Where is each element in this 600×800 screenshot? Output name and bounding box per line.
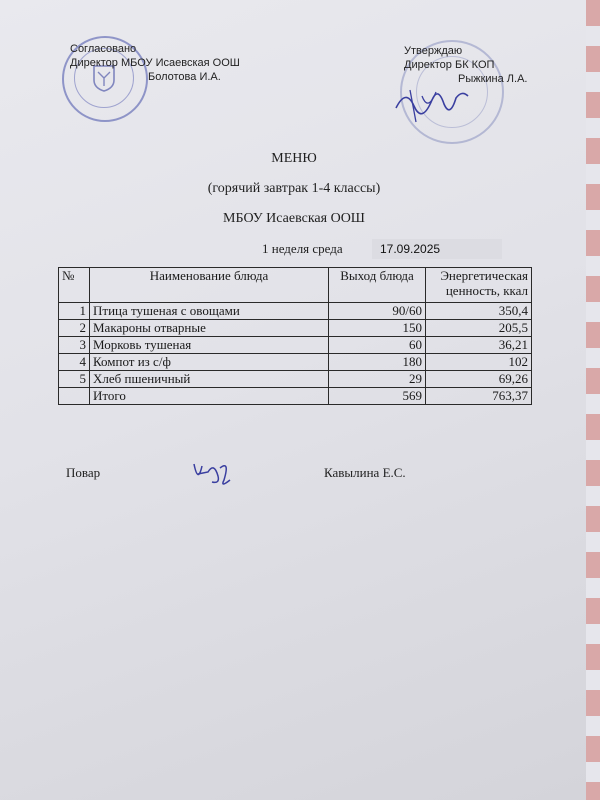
row-energy: 350,4 (426, 303, 532, 320)
director-signature-icon (392, 78, 472, 128)
table-row (59, 320, 532, 337)
col-header-output: Выход блюда (329, 268, 426, 303)
row-output: 90/60 (329, 303, 426, 320)
row-energy: 69,26 (426, 371, 532, 388)
menu-date: 17.09.2025 (372, 239, 502, 259)
row-energy: 36,21 (426, 337, 532, 354)
row-output: 150 (329, 320, 426, 337)
row-number: 5 (59, 371, 90, 388)
table-row (59, 337, 532, 354)
table-row (59, 354, 532, 371)
row-dish-name: Хлеб пшеничный (90, 371, 329, 388)
row-number: 4 (59, 354, 90, 371)
row-energy: 205,5 (426, 320, 532, 337)
table-row (59, 371, 532, 388)
cook-signature-icon (190, 458, 236, 488)
approval-left-title: Согласовано (70, 43, 137, 55)
row-dish-name: Макароны отварные (90, 320, 329, 337)
total-number (59, 388, 90, 405)
row-dish-name: Морковь тушеная (90, 337, 329, 354)
row-number: 3 (59, 337, 90, 354)
row-number: 2 (59, 320, 90, 337)
total-label: Итого (90, 388, 329, 405)
menu-subtitle: (горячий завтрак 1-4 классы) (207, 181, 381, 196)
table-total-row (59, 388, 532, 405)
row-output: 60 (329, 337, 426, 354)
row-dish-name: Компот из с/ф (90, 354, 329, 371)
table-header-row (59, 268, 532, 303)
row-output: 29 (329, 371, 426, 388)
col-header-energy: Энергетическая ценность, ккал (426, 268, 532, 303)
cook-name: Кавылина Е.С. (324, 465, 406, 480)
row-number: 1 (59, 303, 90, 320)
approval-right-position: Директор БК КОП (404, 59, 495, 71)
menu-title: МЕНЮ (271, 151, 317, 166)
total-output: 569 (329, 388, 426, 405)
total-energy: 763,37 (426, 388, 532, 405)
row-dish-name: Птица тушеная с овощами (90, 303, 329, 320)
approval-right-name: Рыжкина Л.А. (458, 73, 528, 85)
approval-left-name: Болотова И.А. (148, 71, 221, 83)
col-header-number: № (59, 268, 90, 303)
col-header-dish: Наименование блюда (90, 268, 329, 303)
menu-table (58, 267, 532, 405)
approval-right-title: Утверждаю (404, 45, 463, 57)
school-name: МБОУ Исаевская ООШ (223, 211, 365, 226)
week-day-label: 1 неделя среда (262, 241, 343, 256)
row-output: 180 (329, 354, 426, 371)
cook-role-label: Повар (66, 465, 101, 480)
table-row (59, 303, 532, 320)
approval-left-position: Директор МБОУ Исаевская ООШ (70, 57, 240, 69)
row-energy: 102 (426, 354, 532, 371)
background-edge (586, 0, 600, 800)
